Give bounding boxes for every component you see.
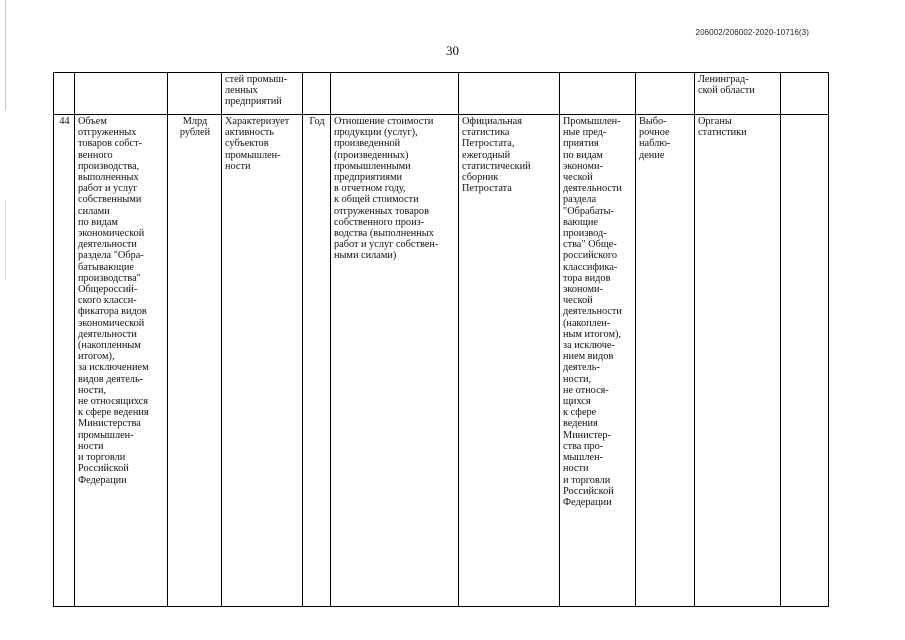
cell-source bbox=[459, 73, 560, 115]
cell-unit bbox=[168, 73, 222, 115]
cell-observation bbox=[636, 73, 695, 115]
cell-extra bbox=[781, 115, 829, 607]
cell-number: 44 bbox=[54, 115, 75, 607]
cell-method bbox=[331, 73, 459, 115]
cell-characteristic: стей промыш- ленных предприятий bbox=[222, 73, 303, 115]
cell-object bbox=[560, 73, 636, 115]
cell-object: Промышлен- ные пред- приятия по видам экономи- ческой деятельности раздела "Обрабаты- вающие производ- ства" Обще- российского классифика- тора видов экономи- ческой деятельности (накоплен- ным итогом), за исключе- нием видов деятель- ности, не относя- щихся к сфере ведения Министер- ства про- мышлен- ности и торговли Российской Федерации bbox=[560, 115, 636, 607]
scan-edge-mark bbox=[5, 200, 6, 280]
cell-method: Отношение стоимости продукции (услуг), произведенной (произведенных) промышленными предприятиями в отчетном году, к общей стоимости отгруженных товаров собственного произ- водства (выполненных работ и услуг собствен- ными силами) bbox=[331, 115, 459, 607]
cell-name bbox=[75, 73, 168, 115]
cell-number bbox=[54, 73, 75, 115]
cell-characteristic: Характеризует активность субъектов промышлен- ности bbox=[222, 115, 303, 607]
cell-period: Год bbox=[303, 115, 331, 607]
table-row bbox=[54, 115, 829, 607]
cell-source: Официальная статистика Петростата, ежегодный статистический сборник Петростата bbox=[459, 115, 560, 607]
cell-period bbox=[303, 73, 331, 115]
cell-unit: Млрд рублей bbox=[168, 115, 222, 607]
cell-name: Объем отгруженных товаров собст- венного производства, выполненных работ и услуг собственными силами по видам экономической деятельности раздела "Обра- батывающие производства" Общероссий- ского класси- фикатора видов экономической деятельности (накопленным итогом), за исключением видов деятель- ности, не относящихся к сфере ведения Министерства промышлен- ности и торговли Российской Федерации bbox=[75, 115, 168, 607]
cell-responsible: Органы статистики bbox=[695, 115, 781, 607]
indicators-table bbox=[53, 72, 829, 607]
document-id: 206002/206002-2020-10716(3) bbox=[695, 28, 809, 37]
table-row bbox=[54, 73, 829, 115]
cell-observation: Выбо- рочное наблю- дение bbox=[636, 115, 695, 607]
page-number: 30 bbox=[446, 43, 459, 58]
cell-extra bbox=[781, 73, 829, 115]
cell-responsible: Ленинград- ской области bbox=[695, 73, 781, 115]
